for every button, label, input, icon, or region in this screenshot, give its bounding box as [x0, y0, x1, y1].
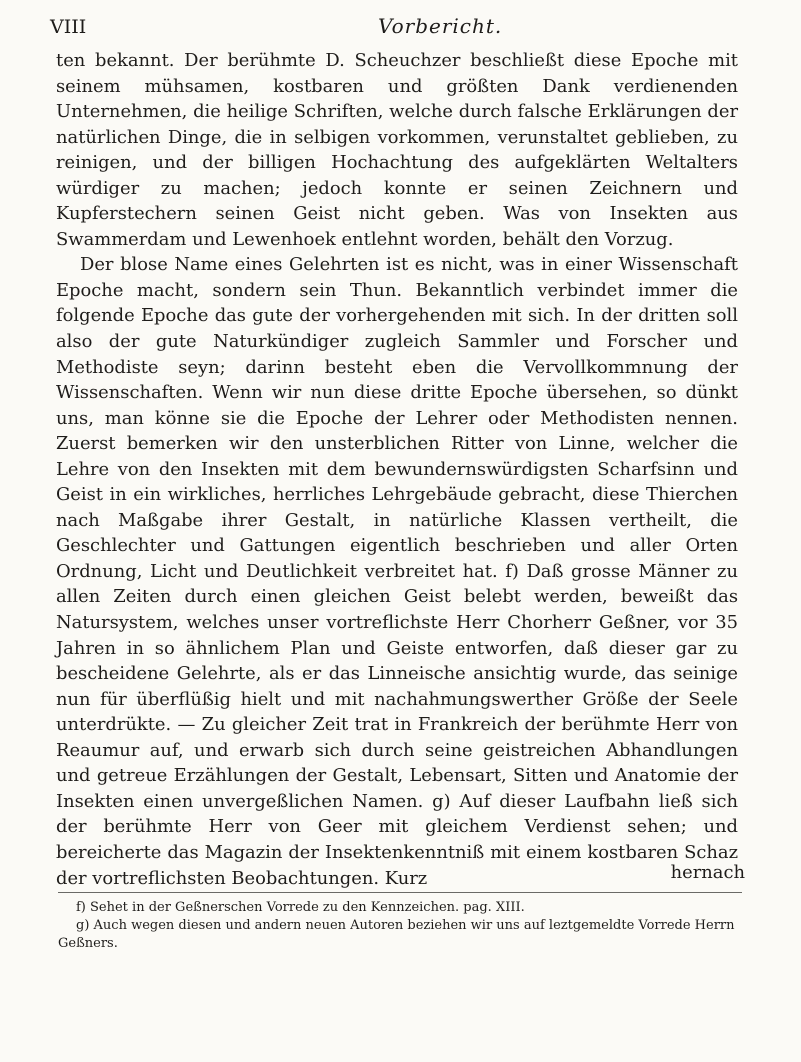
paragraph-1: ten bekannt. Der berühmte D. Scheuchzer beschließt diese Epoche mit seinem mühsamen, kostbaren und größten Dank verdienenden Unternehmen, die heilige Schriften, welche durch falsche Erklärungen der natürlichen Dinge, die in selbigen vorkommen, verunstaltet geblieben, zu reinigen, und der billigen Hochachtung des aufgeklärten Weltalters würdiger zu machen; jedoch konnte er seinen Zeichnern und Kupferstechern seinen Geist nicht geben. Was von Insekten aus Swammerdam und Lewenhoek entlehnt worden, behält den Vorzug. — [56, 50, 738, 250]
footnote-f: f) Sehet in der Geßnerschen Vorrede zu den Kennzeichen. pag. XIII. — [76, 900, 525, 915]
main-text — [56, 48, 738, 891]
footnotes — [58, 899, 742, 953]
page-number: VIII — [50, 16, 87, 38]
footnote-divider — [58, 892, 742, 893]
catchword: hernach — [670, 862, 745, 883]
paragraph-2: Der blose Name eines Gelehrten ist es nicht, was in einer Wissenschaft Epoche macht, sondern sein Thun. Bekanntlich verbindet immer die folgende Epoche das gute der vorhergehenden mit sich. In der dritten soll also der gute Naturkündiger zugleich Sammler und Forscher und Methodiste seyn; darinn besteht eben die Vervollkommnung der Wissenschaften. Wenn wir nun diese dritte Epoche übersehen, so dünkt uns, man könne sie die Epoche der Lehrer oder Methodisten nennen. Zuerst bemerken wir den unsterblichen Ritter von Linne, welcher die Lehre von den Insekten mit dem bewundernswürdigsten Scharfsinn und Geist in ein wirkliches, herrliches Lehrgebäude gebracht, diese Thierchen nach Maßgabe ihrer Gestalt, in natürliche Klassen vertheilt, die Geschlechter und Gattungen eigentlich beschrieben und aller Orten Ordnung, Licht und Deutlichkeit verbreitet hat. f) Daß grosse Männer zu allen Zeiten durch einen gleichen Geist belebt werden, beweißt das Natursystem, welches unser vortreflichste Herr Chorherr Geßner, vor 35 Jahren in so ähnlichem Plan und Geiste entworfen, daß dieser gar zu bescheidene Gelehrte, als er das Linneische ansichtig wurde, das seinige nun für überflüßig hielt und mit nachahmungswerther Größe der Seele unterdrükte. — Zu gleicher Zeit trat in Frankreich der berühmte Herr von Reaumur auf, und erwarb sich durch seine geistreichen Abhandlungen und getreue Erzählungen der Gestalt, Lebensart, Sitten und Anatomie der Insekten einen unvergeßlichen Namen. g) Auf dieser Laufbahn ließ sich der berühmte Herr von Geer mit gleichem Verdienst sehen; und bereicherte das Magazin der Insektenkenntniß mit einem kostbaren Schaz der vortreflichsten Beobachtungen. Kurz — [56, 254, 738, 889]
running-title: Vorbericht. — [378, 14, 503, 38]
footnote-g: g) Auch wegen diesen und andern neuen Autoren beziehen wir uns auf leztgemeldte Vorrede Herrn Geßners. — [58, 918, 735, 951]
page-header — [42, 8, 761, 40]
